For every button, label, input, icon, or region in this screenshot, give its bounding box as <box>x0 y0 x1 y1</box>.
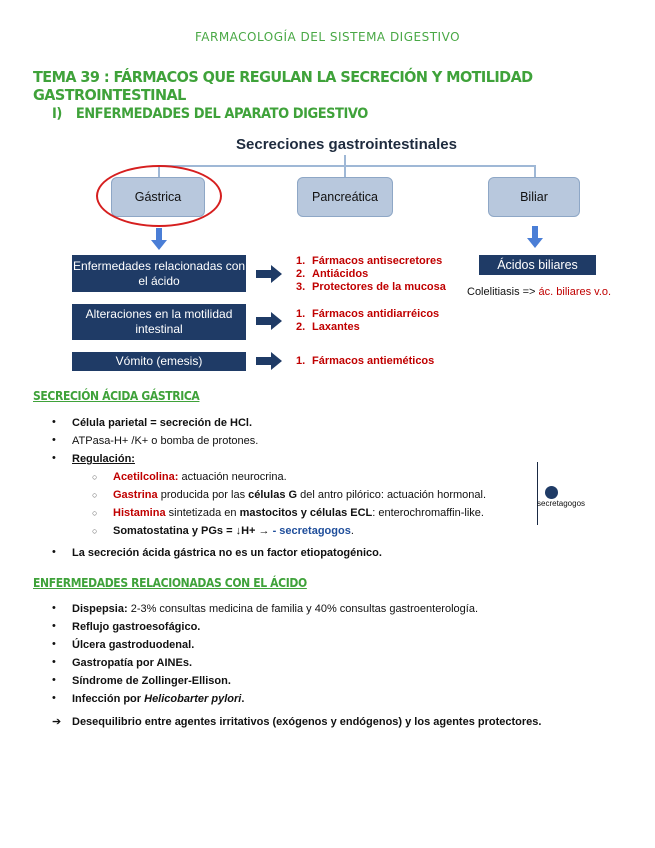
list-item: ATPasa-H+ /K+ o bomba de protones. <box>72 435 259 447</box>
down-arrow-icon <box>151 228 167 250</box>
list-item: 1. Fármacos antidiarréicos <box>296 308 440 320</box>
list-item: Gastropatía por AINEs. <box>72 657 193 669</box>
list-item: Reflujo gastroesofágico. <box>72 621 201 633</box>
box-enfermedades-acido <box>72 255 246 292</box>
sub-bullet: ○ <box>92 526 98 536</box>
section-heading-enfermedades-aparato <box>52 106 368 122</box>
list-item: Célula parietal = secreción de HCl. <box>72 417 253 429</box>
box-label: Vómito (emesis) <box>115 354 203 368</box>
diagram-title: Secreciones gastrointestinales <box>236 136 457 153</box>
bracket <box>537 462 542 525</box>
connector-line <box>158 165 536 167</box>
node-pancreatica <box>297 177 393 217</box>
right-arrow-icon <box>256 265 282 283</box>
box-vomito <box>72 352 246 371</box>
list-farmacos-motilidad <box>296 308 439 334</box>
box-label: Alteraciones en la motilidad intestinal <box>85 307 233 336</box>
list-item: La secreción ácida gástrica no es un factor etiopatogénico. <box>72 547 382 559</box>
connector-line <box>344 165 346 177</box>
box-alteraciones-motilidad <box>72 304 246 340</box>
list-item: 1. Fármacos antieméticos <box>296 355 435 367</box>
sub-item: Gastrina producida por las células G del antro pilórico: actuación hormonal. <box>113 489 487 501</box>
sub-item: Acetilcolina: actuación neurocrina. <box>113 471 287 483</box>
sub-bullet: ○ <box>92 508 98 518</box>
sub-item: Histamina sintetizada en mastocitos y células ECL: enterochromaffin-like. <box>113 507 484 519</box>
box-label: Enfermedades relacionadas con el ácido <box>72 258 246 288</box>
colelitiasis-note: Colelitiasis => ác. biliares v.o. <box>467 286 612 298</box>
list-farmacos-vomito <box>296 355 434 368</box>
list-item-regulacion: Regulación: <box>72 453 135 465</box>
list-item: Infección por Helicobarter pylori. <box>72 693 245 705</box>
node-label: Biliar <box>520 190 548 204</box>
list-item: Síndrome de Zollinger-Ellison. <box>72 675 231 687</box>
down-arrow-icon <box>527 226 543 248</box>
list-item: 2. Antiácidos <box>296 268 369 280</box>
sub-bullet: ○ <box>92 472 98 482</box>
section-label: ENFERMEDADES DEL APARATO DIGESTIVO <box>75 106 368 122</box>
document-header: FARMACOLOGÍA DEL SISTEMA DIGESTIVO <box>194 30 461 44</box>
list-item: 3. Protectores de la mucosa <box>296 281 446 293</box>
secretagogos-dot-icon <box>545 486 558 499</box>
list-item: Úlcera gastroduodenal. <box>72 639 195 651</box>
arrow-bullet-icon: ➔ <box>52 716 62 728</box>
bullet: • <box>52 546 56 558</box>
section-number: I) <box>52 106 62 122</box>
secretagogos-label: secretagogos <box>537 499 586 508</box>
box-label: Ácidos biliares <box>497 257 578 272</box>
box-acidos-biliares <box>479 255 596 275</box>
page-title: TEMA 39 : FÁRMACOS QUE REGULAN LA SECRECIÓN Y MOTILIDAD GASTROINTESTINAL <box>33 68 533 104</box>
connector-line <box>534 165 536 177</box>
bullet: • <box>52 638 56 650</box>
bullet: • <box>52 416 56 428</box>
section-heading-secrecion-acida: SECRECIÓN ÁCIDA GÁSTRICA <box>33 389 200 403</box>
sub-item: Somatostatina y PGs = ↓H+ → - secretagogos. <box>113 525 354 537</box>
bullet: • <box>52 602 56 614</box>
node-label: Pancreática <box>311 190 378 204</box>
bullet: • <box>52 692 56 704</box>
bullet: • <box>52 434 56 446</box>
node-label: Gástrica <box>134 190 182 204</box>
bullet: • <box>52 674 56 686</box>
bullet: • <box>52 656 56 668</box>
sub-bullet: ○ <box>92 490 98 500</box>
section-heading-enfermedades-acido: ENFERMEDADES RELACIONADAS CON EL ÁCIDO <box>33 576 307 590</box>
right-arrow-icon <box>256 352 282 370</box>
right-arrow-icon <box>256 312 282 330</box>
list-item: 2. Laxantes <box>296 321 360 333</box>
bullet: • <box>52 620 56 632</box>
conclusion: Desequilibrio entre agentes irritativos (exógenos y endógenos) y los agentes protectores. <box>72 716 542 728</box>
node-biliar <box>488 177 580 217</box>
red-highlight-ellipse <box>96 165 222 227</box>
list-farmacos-acido <box>296 255 446 294</box>
bullet: • <box>52 452 56 464</box>
list-item: 1. Fármacos antisecretores <box>296 255 443 267</box>
list-item: Dispepsia: 2-3% consultas medicina de familia y 40% consultas gastroenterología. <box>72 603 478 615</box>
